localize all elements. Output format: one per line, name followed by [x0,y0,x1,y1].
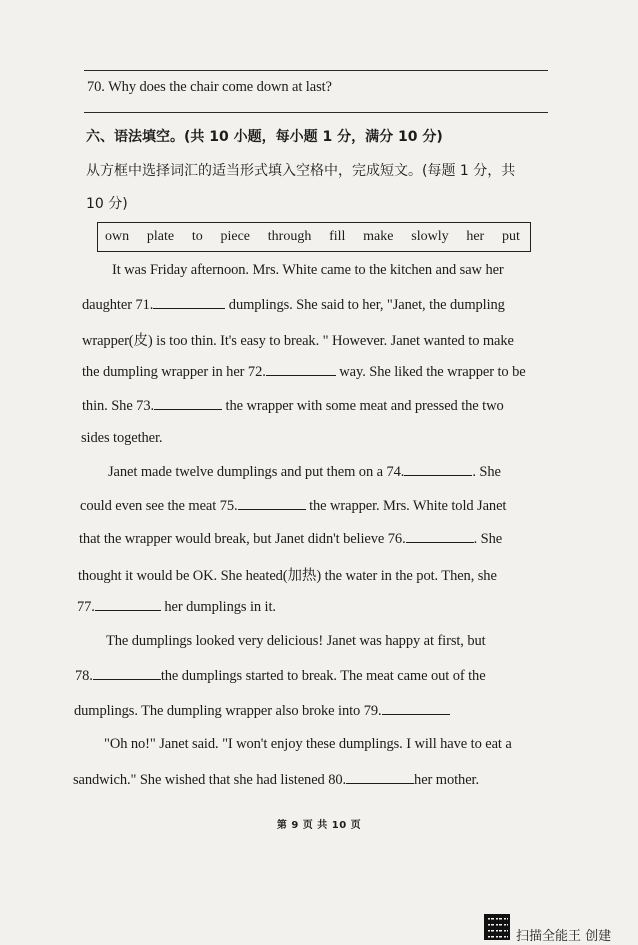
passage-line-4 [82,363,526,381]
passage-line-7 [108,463,501,481]
passage-text: 78. [75,668,93,684]
blank-74[interactable] [404,463,472,476]
blank-78[interactable] [93,667,161,680]
word-piece: piece [220,229,251,244]
section-instruction-line1: 从方框中选择词汇的适当形式填入空格中，完成短文。(每题 1 分，共 [86,163,516,179]
blank-79[interactable] [382,702,450,715]
passage-text: her mother. [414,772,479,788]
passage-line-3: wrapper(皮) is too thin. It's easy to break. " However. Janet wanted to make [82,333,514,349]
word-slowly: slowly [411,229,449,244]
blank-76[interactable] [406,530,474,543]
passage-text: . She [472,464,501,480]
passage-line-6: sides together. [81,430,163,446]
passage-line-15: "Oh no!" Janet said. "I won't enjoy these dumplings. I will have to eat a [104,736,512,752]
passage-text: Janet made twelve dumplings and put them on a 74. [108,464,405,480]
passage-text: her dumplings in it. [160,599,276,615]
word-fill: fill [329,229,346,244]
passage-text: dumplings. The dumpling wrapper also broke into 79. [74,703,382,719]
word-her: her [466,229,485,244]
blank-72[interactable] [266,363,336,376]
answer-line-70 [84,112,548,113]
word-own: own [105,229,130,244]
passage-line-8 [80,497,506,515]
blank-71[interactable] [153,296,225,309]
page-number: 第 9 页 共 10 页 [276,820,362,831]
question-70: 70. Why does the chair come down at last? [87,79,332,95]
word-plate: plate [146,229,175,244]
passage-line-10: thought it would be OK. She heated(加热) the water in the pot. Then, she [78,568,497,584]
qr-code-icon [484,914,510,940]
passage-text: the dumpling wrapper in her 72. [82,364,266,380]
passage-text: 77. [77,599,95,615]
passage-line-5 [82,397,504,415]
word-put: put [501,229,520,244]
passage-line-2 [82,296,505,314]
passage-line-11 [77,598,276,616]
passage-text: sandwich." She wished that she had listened 80. [73,772,347,788]
blank-77[interactable] [95,598,161,611]
passage-text: daughter 71. [82,297,154,313]
passage-text: thin. She 73. [82,398,155,414]
word-through: through [267,229,312,244]
word-make: make [363,229,394,244]
passage-text: the wrapper with some meat and pressed the two [222,398,504,414]
passage-line-12: The dumplings looked very delicious! Janet was happy at first, but [106,633,486,649]
section-heading: 六、语法填空。(共 10 小题，每小题 1 分，满分 10 分) [86,129,443,145]
answer-line-69 [84,70,548,71]
blank-73[interactable] [154,397,222,410]
blank-75[interactable] [238,497,306,510]
passage-text: that the wrapper would break, but Janet didn't believe 76. [79,531,406,547]
passage-line-13 [75,667,486,685]
passage-text: could even see the meat 75. [80,498,238,514]
passage-line-1: It was Friday afternoon. Mrs. White came to the kitchen and saw her [112,262,504,278]
passage-line-9 [79,530,502,548]
passage-text: way. She liked the wrapper to be [335,364,526,380]
passage-text: the wrapper. Mrs. White told Janet [305,498,507,514]
scanner-watermark: 扫描全能王 创建 [516,929,612,944]
word-to: to [191,229,203,244]
section-instruction-line2: 10 分) [86,196,128,212]
passage-line-16 [73,771,479,789]
passage-text: the dumplings started to break. The meat came out of the [160,668,486,684]
passage-text: dumplings. She said to her, "Janet, the dumpling [225,297,505,313]
word-box [97,222,531,252]
passage-text: . She [473,531,503,547]
passage-line-14 [74,702,450,720]
blank-80[interactable] [346,771,414,784]
